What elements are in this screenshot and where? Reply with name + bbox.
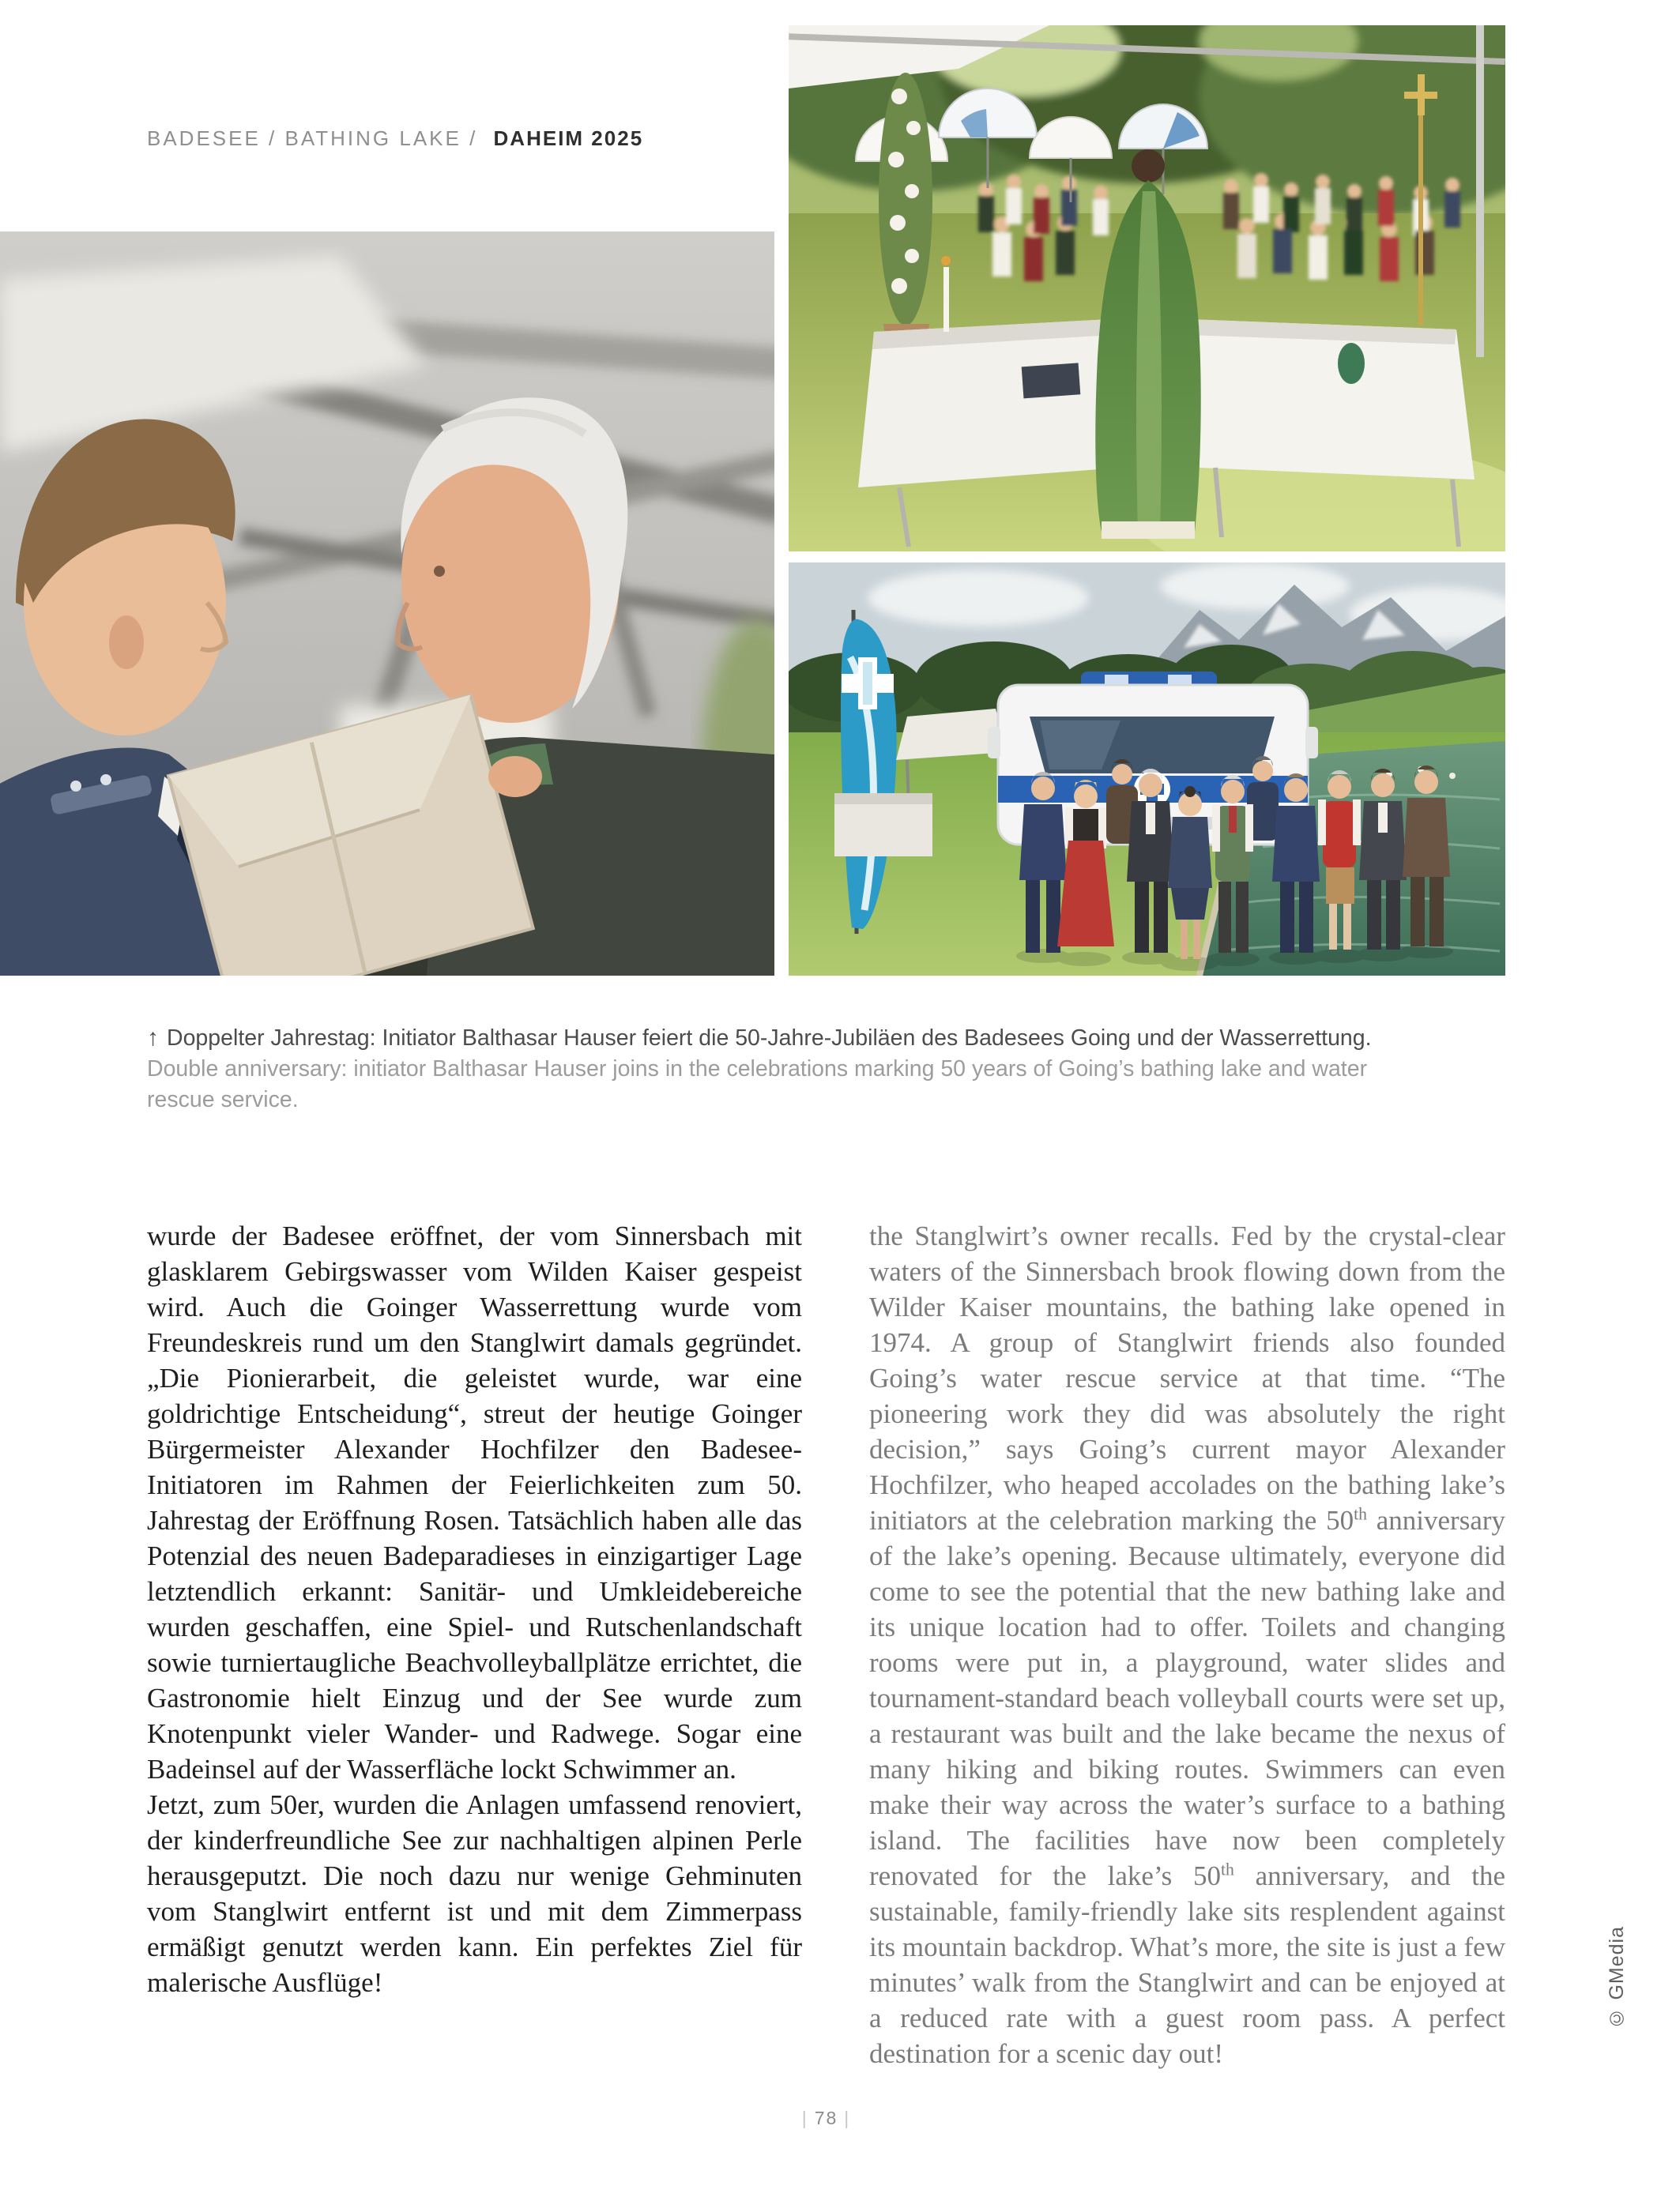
photo-caption	[147, 1022, 1443, 1115]
photo-ceremony-illustration	[789, 25, 1505, 551]
photo-ceremony	[789, 25, 1505, 551]
folio-bar-left: |	[801, 2108, 808, 2128]
photo-handshake-illustration	[0, 231, 774, 976]
kicker-edition-label: DAHEIM 2025	[493, 126, 644, 150]
article-column-english	[869, 1218, 1505, 2071]
photo-lake-group	[789, 562, 1505, 976]
up-arrow-icon: ↑	[147, 1025, 159, 1051]
caption-text-en: Double anniversary: initiator Balthasar Hauser joins in the celebrations marking 50 years of Going’s bathing lake and water rescue service.	[147, 1056, 1368, 1112]
caption-line-de	[147, 1022, 1443, 1054]
caption-text-de: Doppelter Jahrestag: Initiator Balthasar Hauser feiert die 50-Jahre-Jubiläen des Badesees Going und der Wasserrettung.	[167, 1025, 1372, 1051]
article-column-german	[147, 1218, 802, 2000]
kicker-section-label: BADESEE / BATHING LAKE /	[147, 126, 478, 150]
page-number: 78	[814, 2108, 838, 2128]
hand	[488, 756, 542, 797]
page-folio	[147, 2108, 1505, 2129]
photo-credit: © GMedia	[1606, 1926, 1628, 2030]
photo-lake-group-illustration	[789, 562, 1505, 976]
folio-bar-right: |	[844, 2108, 851, 2128]
paragraph-de-1: wurde der Badesee eröffnet, der vom Sinnersbach mit glasklarem Gebirgswasser vom Wilden Kaiser gespeist wird. Auch die Goinger Wasserrettung wurde vom Freundeskreis rund um den Stanglwirt damals gegründet. „Die Pionierarbeit, die geleistet wurde, war eine goldrichtige Entscheidung“, streut der heutige Goinger Bürgermeister Alexander Hochfilzer den Badesee-Initiatoren im Rahmen der Feierlichkeiten zum 50. Jahrestag der Eröffnung Rosen. Tatsächlich haben alle das Potenzial des neuen Badeparadieses in einzigartiger Lage letztendlich erkannt: Sanitär- und Umkleidebereiche wurden geschaffen, eine Spiel- und Rutschenlandschaft sowie turniertaugliche Beachvolleyballplätze errichtet, die Gastronomie hielt Einzug und der See wurde zum Knotenpunkt vieler Wander- und Radwege. Sogar eine Badeinsel auf der Wasserfläche lockt Schwimmer an.	[147, 1221, 802, 1785]
paragraph-en-1: the Stanglwirt’s owner recalls. Fed by the crystal-clear waters of the Sinnersbach brook flowing down from the Wilder Kaiser mountains, the bathing lake opened in 1974. A group of Stanglwirt friends also founded Going’s water rescue service at that time. “The pioneering work they did was absolutely the right decision,” says Going’s current mayor Alexander Hochfilzer, who heaped accolades on the bathing lake’s initiators at the celebration marking the 50th anniversary of the lake’s opening. Because ultimately, everyone did come to see the potential that the new bathing lake and its unique location had to offer. Toilets and changing rooms were put in, a playground, water slides and tournament-standard beach volleyball courts were set up, a restaurant was built and the lake became the nexus of many hiking and biking routes. Swimmers can even make their way across the water’s surface to a bathing island. The facilities have now been completely renovated for the lake’s 50th anniversary, and the sustainable, family-friendly lake sits resplendent against its mountain backdrop. What’s more, the site is just a few minutes’ walk from the Stanglwirt and can be enjoyed at a reduced rate with a guest room pass. A perfect destination for a scenic day out!	[869, 1221, 1506, 2069]
page-kicker	[147, 126, 643, 151]
photo-handshake	[0, 231, 774, 976]
paragraph-de-2: Jetzt, zum 50er, wurden die Anlagen umfassend renoviert, der kinderfreundliche See zur nachhaltigen alpinen Perle herausgeputzt. Die noch dazu nur wenige Gehminuten vom Stanglwirt entfernt ist und mit dem Zimmerpass ermäßigt genutzt werden kann. Ein perfektes Ziel für malerische Ausflüge!	[147, 1789, 802, 1998]
